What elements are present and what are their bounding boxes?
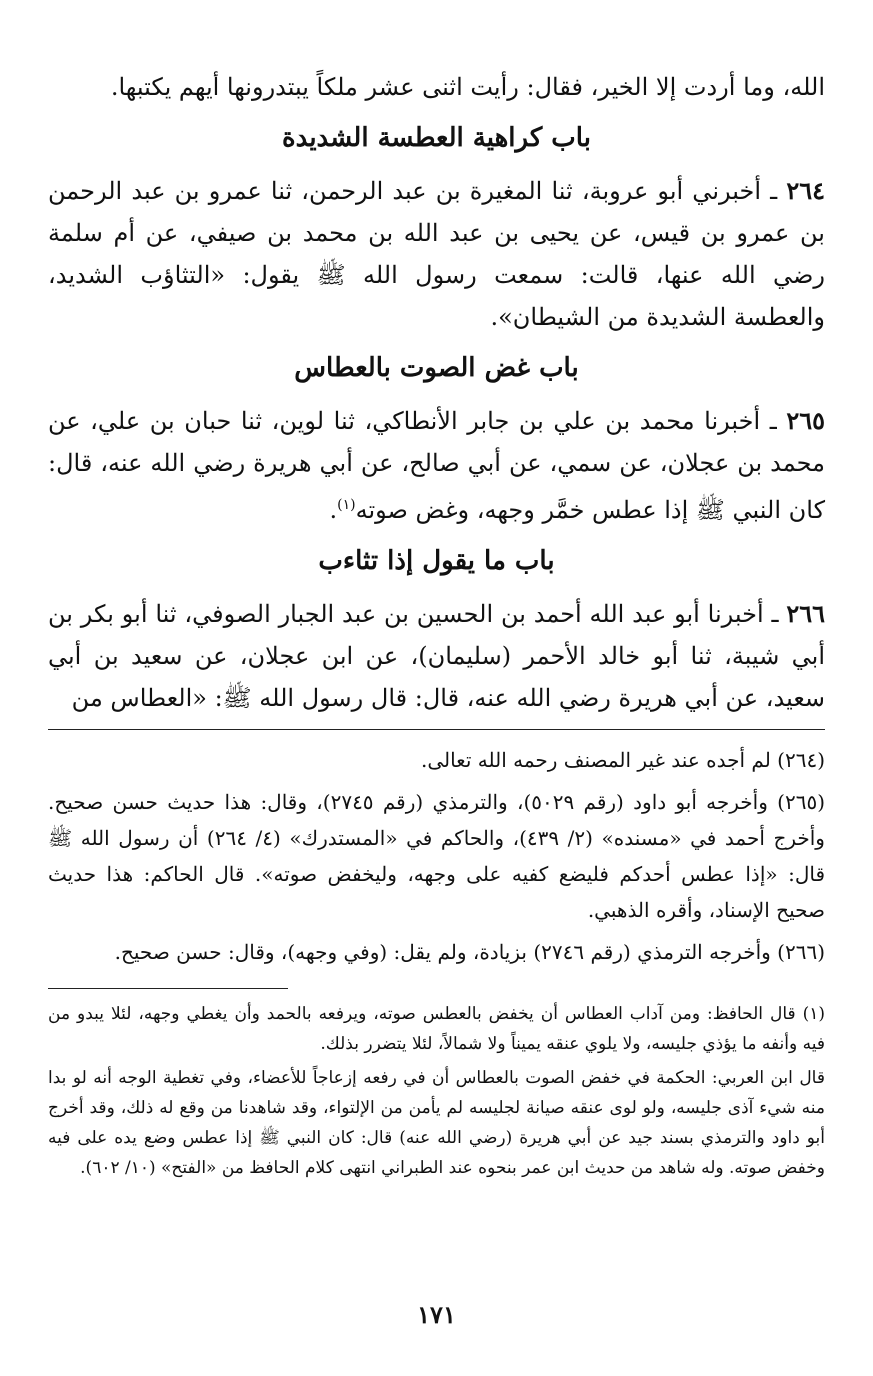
footnote-1: (١) قال الحافظ: ومن آداب العطاس أن يخفض بالعطس صوته، ويرفعه بالحمد وأن يغطي وجهه، لئلا يبدو من فيه وأنفه ما يؤذي جليسه، ولا يلوي عنقه يميناً ولا شمالاً، لئلا يتضرر بذلك. — [48, 1004, 825, 1054]
top-line: الله، وما أردت إلا الخير، فقال: رأيت اثنى عشر ملكاً يبتدرونها أيهم يكتبها. — [110, 73, 825, 101]
footnote-marker: (١) — [337, 497, 356, 513]
hadith-number: ٢٦٥ — [786, 406, 825, 435]
hadith-text: ـ أخبرني أبو عروبة، ثنا المغيرة بن عبد الرحمن، ثنا عمرو بن عبد الرحمن بن عمرو بن قيس، عن يحيى بن عبد الله بن محمد بن صيفي، عن أم سلمة رضي الله عنها، قالت: سمعت رسول الله ﷺ يقول: «التثاؤب الشديد، والعطسة الشديدة من الشيطان». — [48, 177, 825, 331]
section-heading-265: باب غض الصوت بالعطاس — [294, 353, 579, 383]
section-heading-264: باب كراهية العطسة الشديدة — [282, 123, 591, 153]
section-heading-266: باب ما يقول إذا تثاءب — [318, 546, 555, 576]
footnote-1-continued: قال ابن العربي: الحكمة في خفض الصوت بالعطاس أن في رفعه إزعاجاً للأعضاء، وفي تغطية الوجه أنه لو بدا منه شيء آذى جليسه، ولو لوى عنقه صيانة لجليسه لم يأمن من الإلتواء، وقد شاهدنا من وقع له ذلك، وقد أخرج أبو داود والترمذي بسند جيد عن أبي هريرة (رضي الله عنه) قال: كان النبي ﷺ إذا عطس وضع يده على فيه وخفض صوته. وله شاهد من حديث ابن عمر بنحوه عند الطبراني انتهى كلام الحافظ من «الفتح» (١٠/ ٦٠٢). — [48, 1068, 825, 1178]
note-266: (٢٦٦) وأخرجه الترمذي (رقم ٢٧٤٦) بزيادة، ولم يقل: (وفي وجهه)، وقال: حسن صحيح. — [114, 940, 825, 964]
footnotes — [48, 999, 825, 1183]
hadith-number: ٢٦٦ — [786, 599, 825, 628]
page-content — [48, 66, 825, 1187]
note-265: (٢٦٥) وأخرجه أبو داود (رقم ٥٠٢٩)، والترمذي (رقم ٢٧٤٥)، وقال: هذا حديث حسن صحيح. وأخرج أحمد في «مسنده» (٢/ ٤٣٩)، والحاكم في «المستدرك» (٤/ ٢٦٤) أن رسول الله ﷺ قال: «إذا عطس أحدكم فليضع كفيه على وجهه، وليخفض صوته». قال الحاكم: هذا حديث صحيح الإسناد، وأقره الذهبي. — [48, 790, 826, 922]
hadith-266 — [48, 593, 825, 719]
takhrij-notes — [48, 742, 825, 970]
hadith-tail: . — [329, 496, 338, 524]
page-number: ١٧١ — [417, 1300, 456, 1329]
hadith-number: ٢٦٤ — [786, 176, 825, 205]
hadith-265 — [48, 400, 825, 531]
hadith-264 — [48, 170, 825, 338]
note-264: (٢٦٤) لم أجده عند غير المصنف رحمه الله تعالى. — [420, 748, 825, 772]
footnote-divider — [48, 988, 288, 989]
hadith-text: ـ أخبرنا أبو عبد الله أحمد بن الحسين بن عبد الجبار الصوفي، ثنا أبو بكر بن أبي شيبة، ثنا أبو خالد الأحمر (سليمان)، عن ابن عجلان، عن سعيد بن أبي سعيد، عن أبي هريرة رضي الله عنه، قال: قال رسول الله ﷺ: «العطاس من — [48, 600, 825, 712]
hadith-text: ـ أخبرنا محمد بن علي بن جابر الأنطاكي، ثنا لوين، ثنا حبان بن علي، عن محمد بن عجلان، عن سمي، عن أبي صالح، عن أبي هريرة رضي الله عنه، قال: كان النبي ﷺ إذا عطس خمَّر وجهه، وغض صوته — [48, 407, 825, 524]
notes-divider — [48, 729, 825, 730]
